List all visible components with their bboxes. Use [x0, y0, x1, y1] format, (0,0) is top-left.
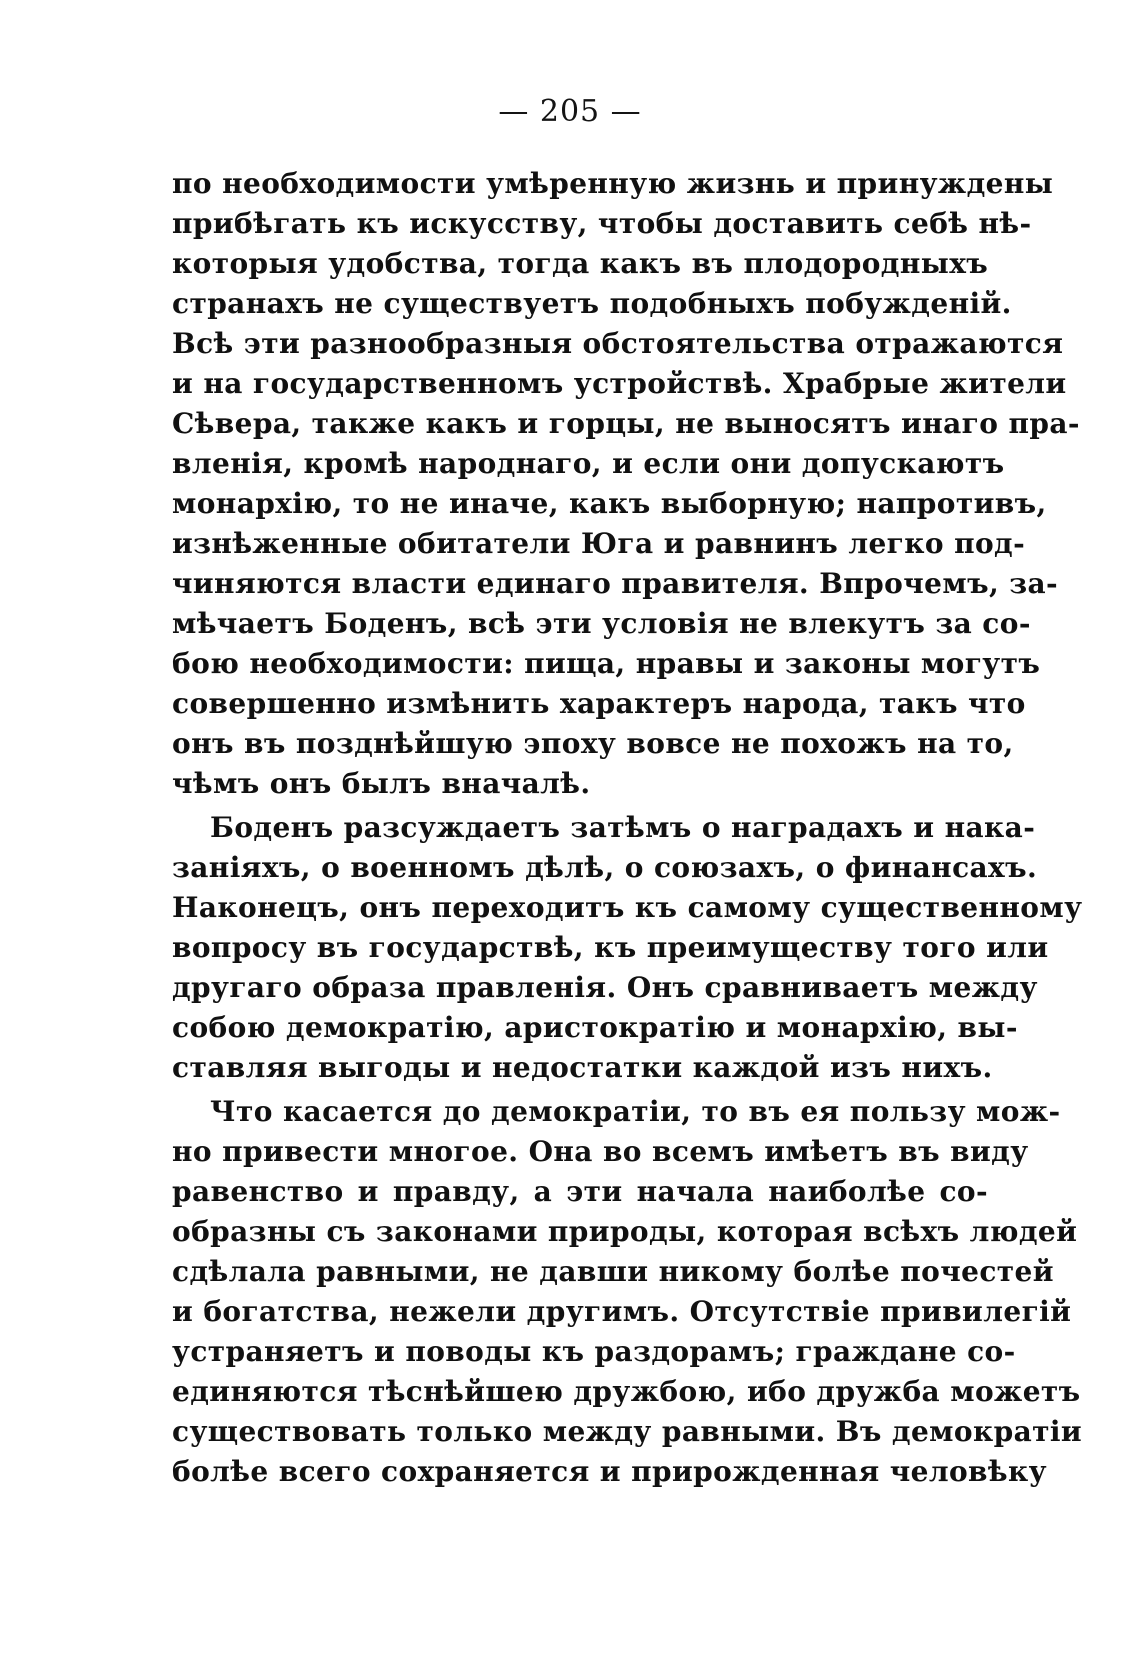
text-line: вленія, кромѣ народнаго, и если они допускаютъ [172, 447, 1005, 480]
text-line: но привести многое. Она во всемъ имѣетъ въ виду [172, 1135, 1029, 1168]
text-line: чиняются власти единаго правителя. Впрочемъ, за- [172, 567, 1059, 600]
text-line: Сѣвера, также какъ и горцы, не выносятъ инаго пра- [172, 407, 1080, 440]
text-line: заніяхъ, о военномъ дѣлѣ, о союзахъ, о финансахъ. [172, 851, 1038, 884]
text-line: изнѣженные обитатели Юга и равнинъ легко под- [172, 527, 1026, 560]
text-line: ставляя выгоды и недостатки каждой изъ нихъ. [172, 1051, 993, 1084]
text-line: сдѣлала равными, не давши никому болѣе почестей [172, 1255, 1054, 1288]
text-line: образны съ законами природы, которая всѣхъ людей [172, 1215, 1078, 1248]
text-line: совершенно измѣнить характеръ народа, такъ что [172, 687, 1026, 720]
text-line: собою демократію, аристократію и монархію, вы- [172, 1011, 1018, 1044]
text-line: единяются тѣснѣйшею дружбою, ибо дружба можетъ [172, 1375, 1081, 1408]
text-line: существовать только между равными. Въ демократіи [172, 1415, 1083, 1448]
paragraph-3 [172, 1092, 1083, 1492]
text-line: мѣчаетъ Боденъ, всѣ эти условія не влекутъ за со- [172, 607, 1031, 640]
text-line: чѣмъ онъ былъ вначалѣ. [172, 767, 591, 800]
text-line: странахъ не существуетъ подобныхъ побужденій. [172, 287, 1012, 320]
text-line: другаго образа правленія. Онъ сравниваетъ между [172, 971, 1038, 1004]
text-line: вопросу въ государствѣ, къ преимуществу того или [172, 931, 1049, 964]
paragraph-1 [172, 164, 1080, 804]
text-line: Наконецъ, онъ переходитъ къ самому существенному [172, 891, 1083, 924]
text-line: равенство и правду, а эти начала наиболѣе со- [172, 1175, 988, 1208]
text-line: Всѣ эти разнообразныя обстоятельства отражаются [172, 327, 1064, 360]
paragraph-2 [172, 808, 1083, 1088]
text-line: болѣе всего сохраняется и прирожденная человѣку [172, 1455, 1047, 1488]
text-line: Что касается до демократіи, то въ ея пользу мож- [210, 1095, 1061, 1128]
text-line: монархію, то не иначе, какъ выборную; напротивъ, [172, 487, 1047, 520]
page-number: — 205 — [498, 94, 642, 129]
text-line: по необходимости умѣренную жизнь и принуждены [172, 167, 1054, 200]
text-line: онъ въ позднѣйшую эпоху вовсе не похожъ на то, [172, 727, 1014, 760]
text-line: и на государственномъ устройствѣ. Храбрые жители [172, 367, 1067, 400]
body-text [172, 164, 1083, 1492]
text-line: Боденъ разсуждаетъ затѣмъ о наградахъ и нака- [210, 811, 1036, 844]
text-line: прибѣгать къ искусству, чтобы доставить себѣ нѣ- [172, 207, 1032, 240]
text-line: устраняетъ и поводы къ раздорамъ; граждане со- [172, 1335, 1016, 1368]
text-line: которыя удобства, тогда какъ въ плодородныхъ [172, 247, 989, 280]
text-line: бою необходимости: пища, нравы и законы могутъ [172, 647, 1041, 680]
text-line: и богатства, нежели другимъ. Отсутствіе привилегій [172, 1295, 1072, 1328]
